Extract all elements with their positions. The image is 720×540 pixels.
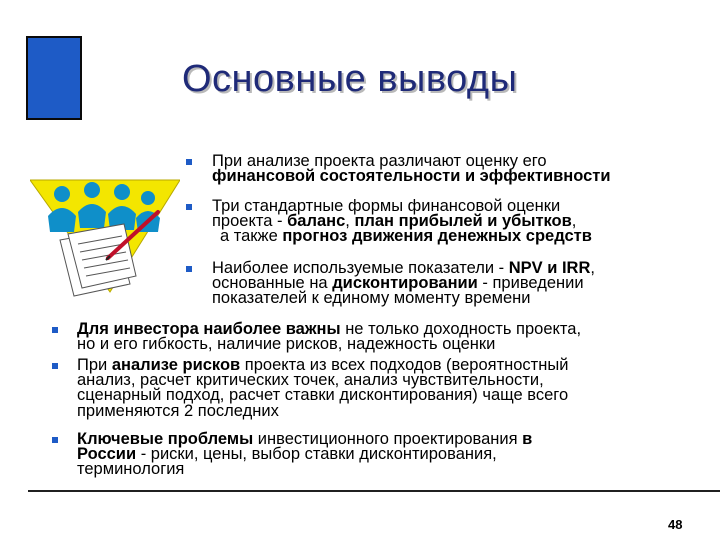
text: проекта из всех подходов (вероятностный bbox=[240, 356, 569, 374]
text: но и его гибкость, наличие рисков, надежность оценки bbox=[77, 335, 496, 354]
bullet-marker bbox=[52, 363, 58, 369]
text: , bbox=[590, 259, 595, 277]
bold-text: Для инвестора наиболее важны bbox=[77, 320, 341, 338]
bullet-marker bbox=[186, 266, 192, 272]
text: проекта - bbox=[212, 212, 288, 231]
bullet-marker bbox=[52, 437, 58, 443]
bullet-item bbox=[212, 199, 592, 245]
bold-text: баланс bbox=[287, 212, 346, 231]
text: сценарный подход, расчет ставки дисконтирования) чаще всего bbox=[77, 386, 569, 405]
bullet-item bbox=[77, 432, 532, 478]
footer-divider bbox=[28, 490, 720, 492]
text: анализ, расчет критических точек, анализ чувствительности, bbox=[77, 371, 544, 390]
bullet-item bbox=[77, 322, 581, 352]
bullet-item bbox=[212, 261, 595, 307]
text: При анализе проекта различают оценку его bbox=[212, 152, 547, 170]
bullet-line bbox=[212, 229, 592, 244]
bold-text: финансовой состоятельности и эффективности bbox=[212, 167, 611, 186]
bold-text: в bbox=[522, 430, 533, 448]
text: терминология bbox=[77, 460, 185, 479]
text: При bbox=[77, 356, 112, 374]
text: не только доходность проекта, bbox=[340, 320, 582, 338]
bullet-marker bbox=[52, 327, 58, 333]
text: основанные на bbox=[212, 274, 333, 293]
bullet-line bbox=[212, 169, 610, 184]
bullet-marker bbox=[186, 159, 192, 165]
bold-text: дисконтировании bbox=[332, 274, 478, 293]
slide-title: Основные выводы bbox=[182, 58, 518, 100]
text: Три стандартные формы финансовой оценки bbox=[212, 197, 561, 215]
bold-text: России bbox=[77, 445, 137, 464]
bold-text: прогноз движения денежных средств bbox=[282, 227, 592, 246]
text: инвестиционного проектирования bbox=[253, 430, 523, 448]
bullet-line bbox=[212, 291, 595, 306]
text: Наиболее используемые показатели - bbox=[212, 259, 509, 277]
text: , bbox=[571, 212, 577, 231]
page-number: 48 bbox=[668, 517, 683, 532]
text: - риски, цены, выбор ставки дисконтирования, bbox=[136, 445, 497, 464]
bold-text: анализе рисков bbox=[111, 356, 241, 374]
bullet-line bbox=[77, 401, 568, 420]
text: , bbox=[345, 212, 355, 231]
bold-text: план прибылей и убытков bbox=[354, 212, 572, 231]
bullet-marker bbox=[186, 204, 192, 210]
bold-text: Ключевые проблемы bbox=[77, 430, 254, 448]
text: применяются 2 последних bbox=[77, 401, 279, 420]
text: - приведении bbox=[477, 274, 584, 293]
bullet-item bbox=[212, 154, 610, 184]
text: а также bbox=[220, 227, 283, 246]
bullet-item bbox=[77, 358, 568, 419]
bold-text: NPV и IRR bbox=[508, 259, 591, 277]
bullet-line bbox=[77, 462, 532, 477]
text: показателей к единому моменту времени bbox=[212, 289, 531, 308]
bullet-line bbox=[77, 337, 581, 352]
